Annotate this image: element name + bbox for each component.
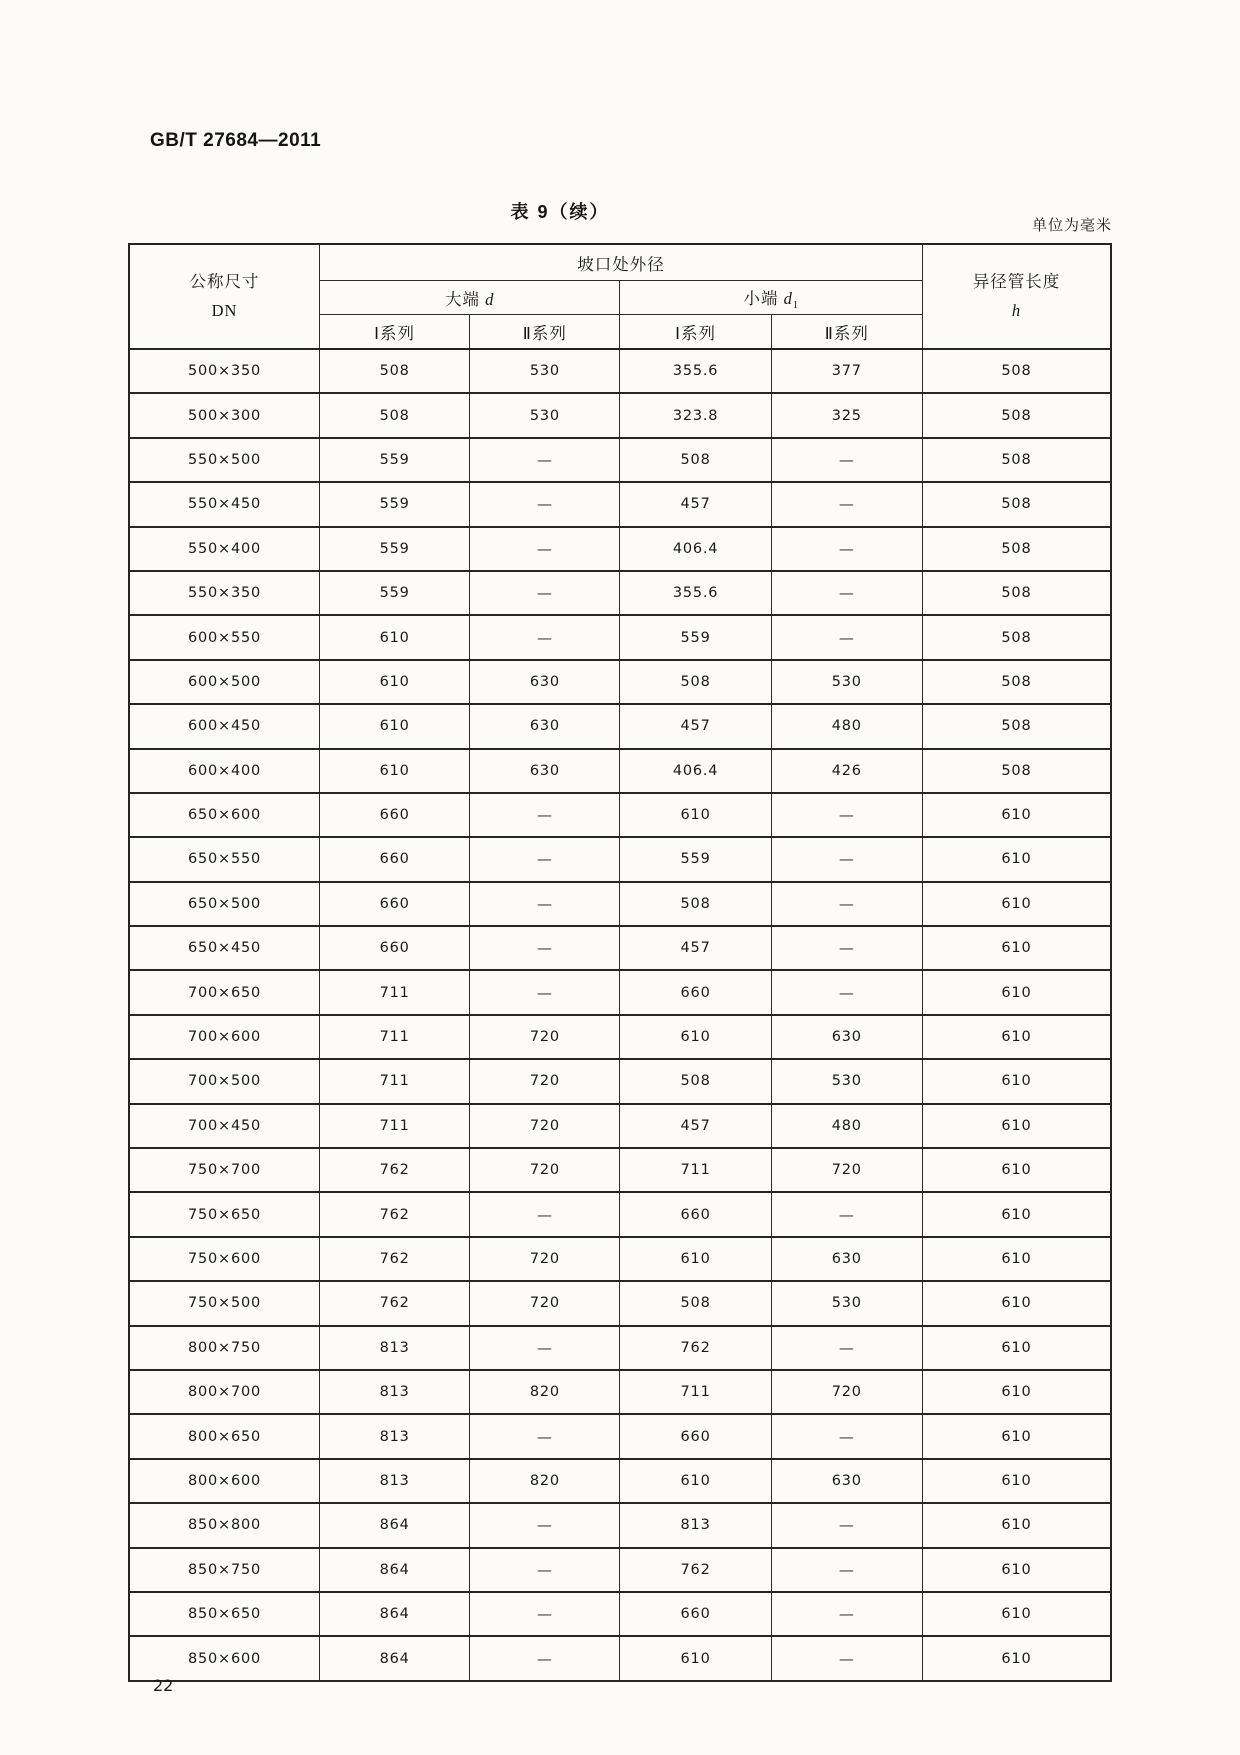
- cell-small-end-series2: 480: [771, 1104, 922, 1148]
- cell-big-end-series1: 610: [320, 660, 470, 704]
- table-row: [129, 393, 1111, 437]
- cell-small-end-series2: —: [771, 1326, 922, 1370]
- cell-big-end-series1: 610: [320, 749, 470, 793]
- cell-length: 610: [922, 882, 1111, 926]
- cell-dn: 750×500: [129, 1281, 320, 1325]
- cell-small-end-series1: 457: [620, 482, 771, 526]
- cell-small-end-series1: 762: [620, 1548, 771, 1592]
- cell-length: 508: [922, 438, 1111, 482]
- cell-dn: 750×700: [129, 1148, 320, 1192]
- cell-length: 610: [922, 1326, 1111, 1370]
- table-row: [129, 1015, 1111, 1059]
- header-groove-outer-diameter: 坡口处外径: [320, 244, 923, 281]
- cell-big-end-series1: 762: [320, 1148, 470, 1192]
- cell-length: 610: [922, 970, 1111, 1014]
- cell-small-end-series2: —: [771, 1548, 922, 1592]
- cell-length: 508: [922, 571, 1111, 615]
- table-row: [129, 926, 1111, 970]
- cell-big-end-series1: 762: [320, 1281, 470, 1325]
- cell-small-end-series2: 630: [771, 1015, 922, 1059]
- table-row: [129, 571, 1111, 615]
- cell-small-end-series1: 660: [620, 1414, 771, 1458]
- cell-big-end-series2: —: [470, 1636, 620, 1680]
- header-big-end: [320, 281, 620, 315]
- cell-small-end-series1: 406.4: [620, 749, 771, 793]
- cell-small-end-series2: —: [771, 837, 922, 881]
- cell-dn: 650×550: [129, 837, 320, 881]
- cell-small-end-series2: 720: [771, 1370, 922, 1414]
- cell-big-end-series2: 820: [470, 1459, 620, 1503]
- cell-dn: 700×650: [129, 970, 320, 1014]
- table-row: [129, 793, 1111, 837]
- cell-big-end-series1: 660: [320, 793, 470, 837]
- cell-dn: 850×800: [129, 1503, 320, 1547]
- header-big-end-label: 大端: [445, 289, 481, 309]
- table-row: [129, 1326, 1111, 1370]
- header-big-end-series-2: Ⅱ系列: [470, 315, 620, 350]
- cell-length: 508: [922, 660, 1111, 704]
- cell-length: 508: [922, 749, 1111, 793]
- cell-small-end-series2: —: [771, 926, 922, 970]
- cell-big-end-series2: 720: [470, 1237, 620, 1281]
- cell-big-end-series1: 813: [320, 1414, 470, 1458]
- cell-small-end-series2: —: [771, 482, 922, 526]
- cell-big-end-series1: 559: [320, 438, 470, 482]
- cell-small-end-series2: —: [771, 1636, 922, 1680]
- cell-small-end-series2: 325: [771, 393, 922, 437]
- table-row: [129, 882, 1111, 926]
- cell-length: 610: [922, 1592, 1111, 1636]
- table-row: [129, 438, 1111, 482]
- cell-length: 610: [922, 793, 1111, 837]
- cell-big-end-series2: 720: [470, 1281, 620, 1325]
- cell-dn: 650×450: [129, 926, 320, 970]
- cell-small-end-series1: 457: [620, 926, 771, 970]
- header-nominal-size-label: 公称尺寸: [189, 272, 260, 292]
- cell-big-end-series1: 711: [320, 970, 470, 1014]
- cell-length: 610: [922, 1414, 1111, 1458]
- cell-big-end-series1: 864: [320, 1592, 470, 1636]
- table-title: 表 9（续）: [510, 202, 610, 222]
- cell-small-end-series1: 711: [620, 1148, 771, 1192]
- cell-small-end-series1: 610: [620, 1237, 771, 1281]
- table-row: [129, 615, 1111, 659]
- cell-small-end-series1: 559: [620, 837, 771, 881]
- header-reducer-length-label: 异径管长度: [972, 272, 1061, 292]
- cell-small-end-series2: 630: [771, 1459, 922, 1503]
- cell-small-end-series1: 660: [620, 970, 771, 1014]
- cell-small-end-series2: 480: [771, 704, 922, 748]
- table-row: [129, 1281, 1111, 1325]
- cell-big-end-series2: 630: [470, 749, 620, 793]
- cell-length: 610: [922, 1148, 1111, 1192]
- cell-big-end-series1: 508: [320, 393, 470, 437]
- cell-big-end-series1: 864: [320, 1548, 470, 1592]
- cell-small-end-series2: 720: [771, 1148, 922, 1192]
- cell-small-end-series1: 355.6: [620, 571, 771, 615]
- cell-dn: 850×650: [129, 1592, 320, 1636]
- table-row: [129, 527, 1111, 571]
- header-reducer-length-symbol: h: [1011, 300, 1022, 320]
- doc-number: GB/T 27684—2011: [150, 130, 322, 151]
- page-number: 22: [153, 1676, 174, 1695]
- cell-big-end-series1: 610: [320, 615, 470, 659]
- header-big-end-symbol: d: [485, 289, 495, 309]
- cell-dn: 750×650: [129, 1192, 320, 1236]
- cell-big-end-series1: 559: [320, 571, 470, 615]
- cell-big-end-series2: 630: [470, 704, 620, 748]
- cell-length: 610: [922, 1015, 1111, 1059]
- cell-big-end-series1: 660: [320, 882, 470, 926]
- cell-big-end-series2: —: [470, 527, 620, 571]
- cell-dn: 500×350: [129, 349, 320, 393]
- cell-dn: 850×600: [129, 1636, 320, 1680]
- cell-small-end-series2: 530: [771, 1059, 922, 1103]
- cell-big-end-series2: —: [470, 1592, 620, 1636]
- table-row: [129, 1459, 1111, 1503]
- cell-big-end-series2: 820: [470, 1370, 620, 1414]
- cell-length: 508: [922, 615, 1111, 659]
- cell-big-end-series2: —: [470, 482, 620, 526]
- table-row: [129, 349, 1111, 393]
- table-row: [129, 749, 1111, 793]
- cell-dn: 800×650: [129, 1414, 320, 1458]
- cell-big-end-series2: —: [470, 1414, 620, 1458]
- cell-dn: 800×750: [129, 1326, 320, 1370]
- cell-length: 610: [922, 1281, 1111, 1325]
- table-row: [129, 970, 1111, 1014]
- table-row: [129, 1503, 1111, 1547]
- cell-length: 610: [922, 1192, 1111, 1236]
- cell-small-end-series1: 508: [620, 438, 771, 482]
- cell-length: 610: [922, 926, 1111, 970]
- cell-small-end-series1: 508: [620, 1059, 771, 1103]
- cell-small-end-series1: 610: [620, 1015, 771, 1059]
- cell-small-end-series2: —: [771, 571, 922, 615]
- cell-length: 610: [922, 1548, 1111, 1592]
- header-small-end-subscript: 1: [792, 299, 799, 311]
- cell-big-end-series2: —: [470, 970, 620, 1014]
- table-row: [129, 1370, 1111, 1414]
- cell-small-end-series2: —: [771, 970, 922, 1014]
- cell-length: 610: [922, 1370, 1111, 1414]
- cell-big-end-series2: —: [470, 882, 620, 926]
- header-big-end-series-1: Ⅰ系列: [320, 315, 470, 350]
- cell-big-end-series1: 660: [320, 926, 470, 970]
- cell-big-end-series2: —: [470, 1192, 620, 1236]
- cell-small-end-series1: 610: [620, 1459, 771, 1503]
- cell-big-end-series1: 813: [320, 1326, 470, 1370]
- table-row: [129, 660, 1111, 704]
- cell-big-end-series2: 630: [470, 660, 620, 704]
- cell-dn: 650×600: [129, 793, 320, 837]
- cell-length: 508: [922, 349, 1111, 393]
- cell-small-end-series2: —: [771, 438, 922, 482]
- cell-big-end-series1: 864: [320, 1503, 470, 1547]
- cell-length: 610: [922, 1459, 1111, 1503]
- table-row: [129, 704, 1111, 748]
- cell-dn: 600×550: [129, 615, 320, 659]
- cell-dn: 550×400: [129, 527, 320, 571]
- cell-big-end-series1: 711: [320, 1104, 470, 1148]
- header-nominal-size: [129, 244, 320, 349]
- cell-small-end-series2: 426: [771, 749, 922, 793]
- cell-dn: 500×300: [129, 393, 320, 437]
- cell-dn: 750×600: [129, 1237, 320, 1281]
- cell-big-end-series1: 864: [320, 1636, 470, 1680]
- header-small-end-series-1: Ⅰ系列: [620, 315, 771, 350]
- table-row: [129, 1192, 1111, 1236]
- cell-big-end-series1: 508: [320, 349, 470, 393]
- cell-length: 610: [922, 1503, 1111, 1547]
- cell-small-end-series1: 762: [620, 1326, 771, 1370]
- cell-small-end-series1: 813: [620, 1503, 771, 1547]
- cell-big-end-series1: 559: [320, 527, 470, 571]
- cell-big-end-series2: 720: [470, 1104, 620, 1148]
- cell-length: 610: [922, 1636, 1111, 1680]
- cell-dn: 550×500: [129, 438, 320, 482]
- cell-small-end-series1: 457: [620, 1104, 771, 1148]
- cell-small-end-series2: 630: [771, 1237, 922, 1281]
- table-header: [129, 244, 1111, 349]
- cell-big-end-series2: —: [470, 615, 620, 659]
- cell-big-end-series1: 559: [320, 482, 470, 526]
- cell-small-end-series2: —: [771, 527, 922, 571]
- dimension-table: [128, 243, 1112, 1682]
- cell-small-end-series1: 610: [620, 793, 771, 837]
- table-row: [129, 482, 1111, 526]
- cell-big-end-series2: —: [470, 438, 620, 482]
- cell-small-end-series2: —: [771, 793, 922, 837]
- header-nominal-size-symbol: DN: [211, 300, 238, 320]
- cell-small-end-series2: —: [771, 1414, 922, 1458]
- cell-dn: 700×500: [129, 1059, 320, 1103]
- cell-small-end-series1: 406.4: [620, 527, 771, 571]
- cell-small-end-series2: —: [771, 1503, 922, 1547]
- cell-small-end-series1: 508: [620, 882, 771, 926]
- cell-dn: 600×500: [129, 660, 320, 704]
- cell-big-end-series1: 813: [320, 1459, 470, 1503]
- cell-small-end-series2: —: [771, 1592, 922, 1636]
- header-small-end: [620, 281, 922, 315]
- cell-small-end-series2: 377: [771, 349, 922, 393]
- cell-big-end-series1: 711: [320, 1059, 470, 1103]
- table-row: [129, 1548, 1111, 1592]
- cell-small-end-series1: 457: [620, 704, 771, 748]
- table-row: [129, 1148, 1111, 1192]
- cell-big-end-series2: —: [470, 1548, 620, 1592]
- cell-big-end-series2: 720: [470, 1148, 620, 1192]
- cell-dn: 800×700: [129, 1370, 320, 1414]
- cell-small-end-series1: 323.8: [620, 393, 771, 437]
- cell-length: 610: [922, 1237, 1111, 1281]
- cell-big-end-series2: —: [470, 926, 620, 970]
- cell-small-end-series2: —: [771, 1192, 922, 1236]
- cell-big-end-series1: 762: [320, 1237, 470, 1281]
- cell-big-end-series2: 530: [470, 349, 620, 393]
- cell-length: 508: [922, 482, 1111, 526]
- cell-small-end-series1: 711: [620, 1370, 771, 1414]
- cell-dn: 700×600: [129, 1015, 320, 1059]
- cell-dn: 850×750: [129, 1548, 320, 1592]
- cell-big-end-series1: 610: [320, 704, 470, 748]
- table-body: [129, 349, 1111, 1681]
- table-row: [129, 1059, 1111, 1103]
- table-row: [129, 1237, 1111, 1281]
- cell-big-end-series2: —: [470, 837, 620, 881]
- header-small-end-series-2: Ⅱ系列: [771, 315, 922, 350]
- table-row: [129, 837, 1111, 881]
- table-row: [129, 1592, 1111, 1636]
- cell-big-end-series1: 762: [320, 1192, 470, 1236]
- header-small-end-symbol: d: [783, 288, 793, 308]
- header-reducer-length: [922, 244, 1111, 349]
- cell-small-end-series1: 508: [620, 1281, 771, 1325]
- cell-small-end-series2: —: [771, 615, 922, 659]
- cell-small-end-series1: 610: [620, 1636, 771, 1680]
- cell-small-end-series1: 559: [620, 615, 771, 659]
- cell-length: 508: [922, 527, 1111, 571]
- cell-big-end-series2: 530: [470, 393, 620, 437]
- header-small-end-label: 小端: [743, 288, 779, 308]
- cell-length: 610: [922, 1059, 1111, 1103]
- cell-big-end-series1: 813: [320, 1370, 470, 1414]
- cell-length: 508: [922, 704, 1111, 748]
- cell-big-end-series2: —: [470, 571, 620, 615]
- cell-dn: 550×450: [129, 482, 320, 526]
- cell-big-end-series2: —: [470, 793, 620, 837]
- cell-length: 508: [922, 393, 1111, 437]
- table-row: [129, 1414, 1111, 1458]
- cell-small-end-series1: 508: [620, 660, 771, 704]
- cell-big-end-series2: 720: [470, 1059, 620, 1103]
- table-row: [129, 1636, 1111, 1680]
- cell-big-end-series2: —: [470, 1326, 620, 1370]
- table-row: [129, 1104, 1111, 1148]
- cell-big-end-series2: 720: [470, 1015, 620, 1059]
- cell-small-end-series2: 530: [771, 660, 922, 704]
- cell-big-end-series1: 660: [320, 837, 470, 881]
- cell-length: 610: [922, 1104, 1111, 1148]
- cell-dn: 550×350: [129, 571, 320, 615]
- cell-dn: 650×500: [129, 882, 320, 926]
- cell-small-end-series2: —: [771, 882, 922, 926]
- cell-dn: 700×450: [129, 1104, 320, 1148]
- cell-length: 610: [922, 837, 1111, 881]
- cell-dn: 600×400: [129, 749, 320, 793]
- cell-small-end-series2: 530: [771, 1281, 922, 1325]
- cell-small-end-series1: 660: [620, 1592, 771, 1636]
- cell-dn: 600×450: [129, 704, 320, 748]
- cell-dn: 800×600: [129, 1459, 320, 1503]
- cell-small-end-series1: 660: [620, 1192, 771, 1236]
- cell-big-end-series2: —: [470, 1503, 620, 1547]
- cell-big-end-series1: 711: [320, 1015, 470, 1059]
- unit-note: 单位为毫米: [1031, 218, 1112, 234]
- cell-small-end-series1: 355.6: [620, 349, 771, 393]
